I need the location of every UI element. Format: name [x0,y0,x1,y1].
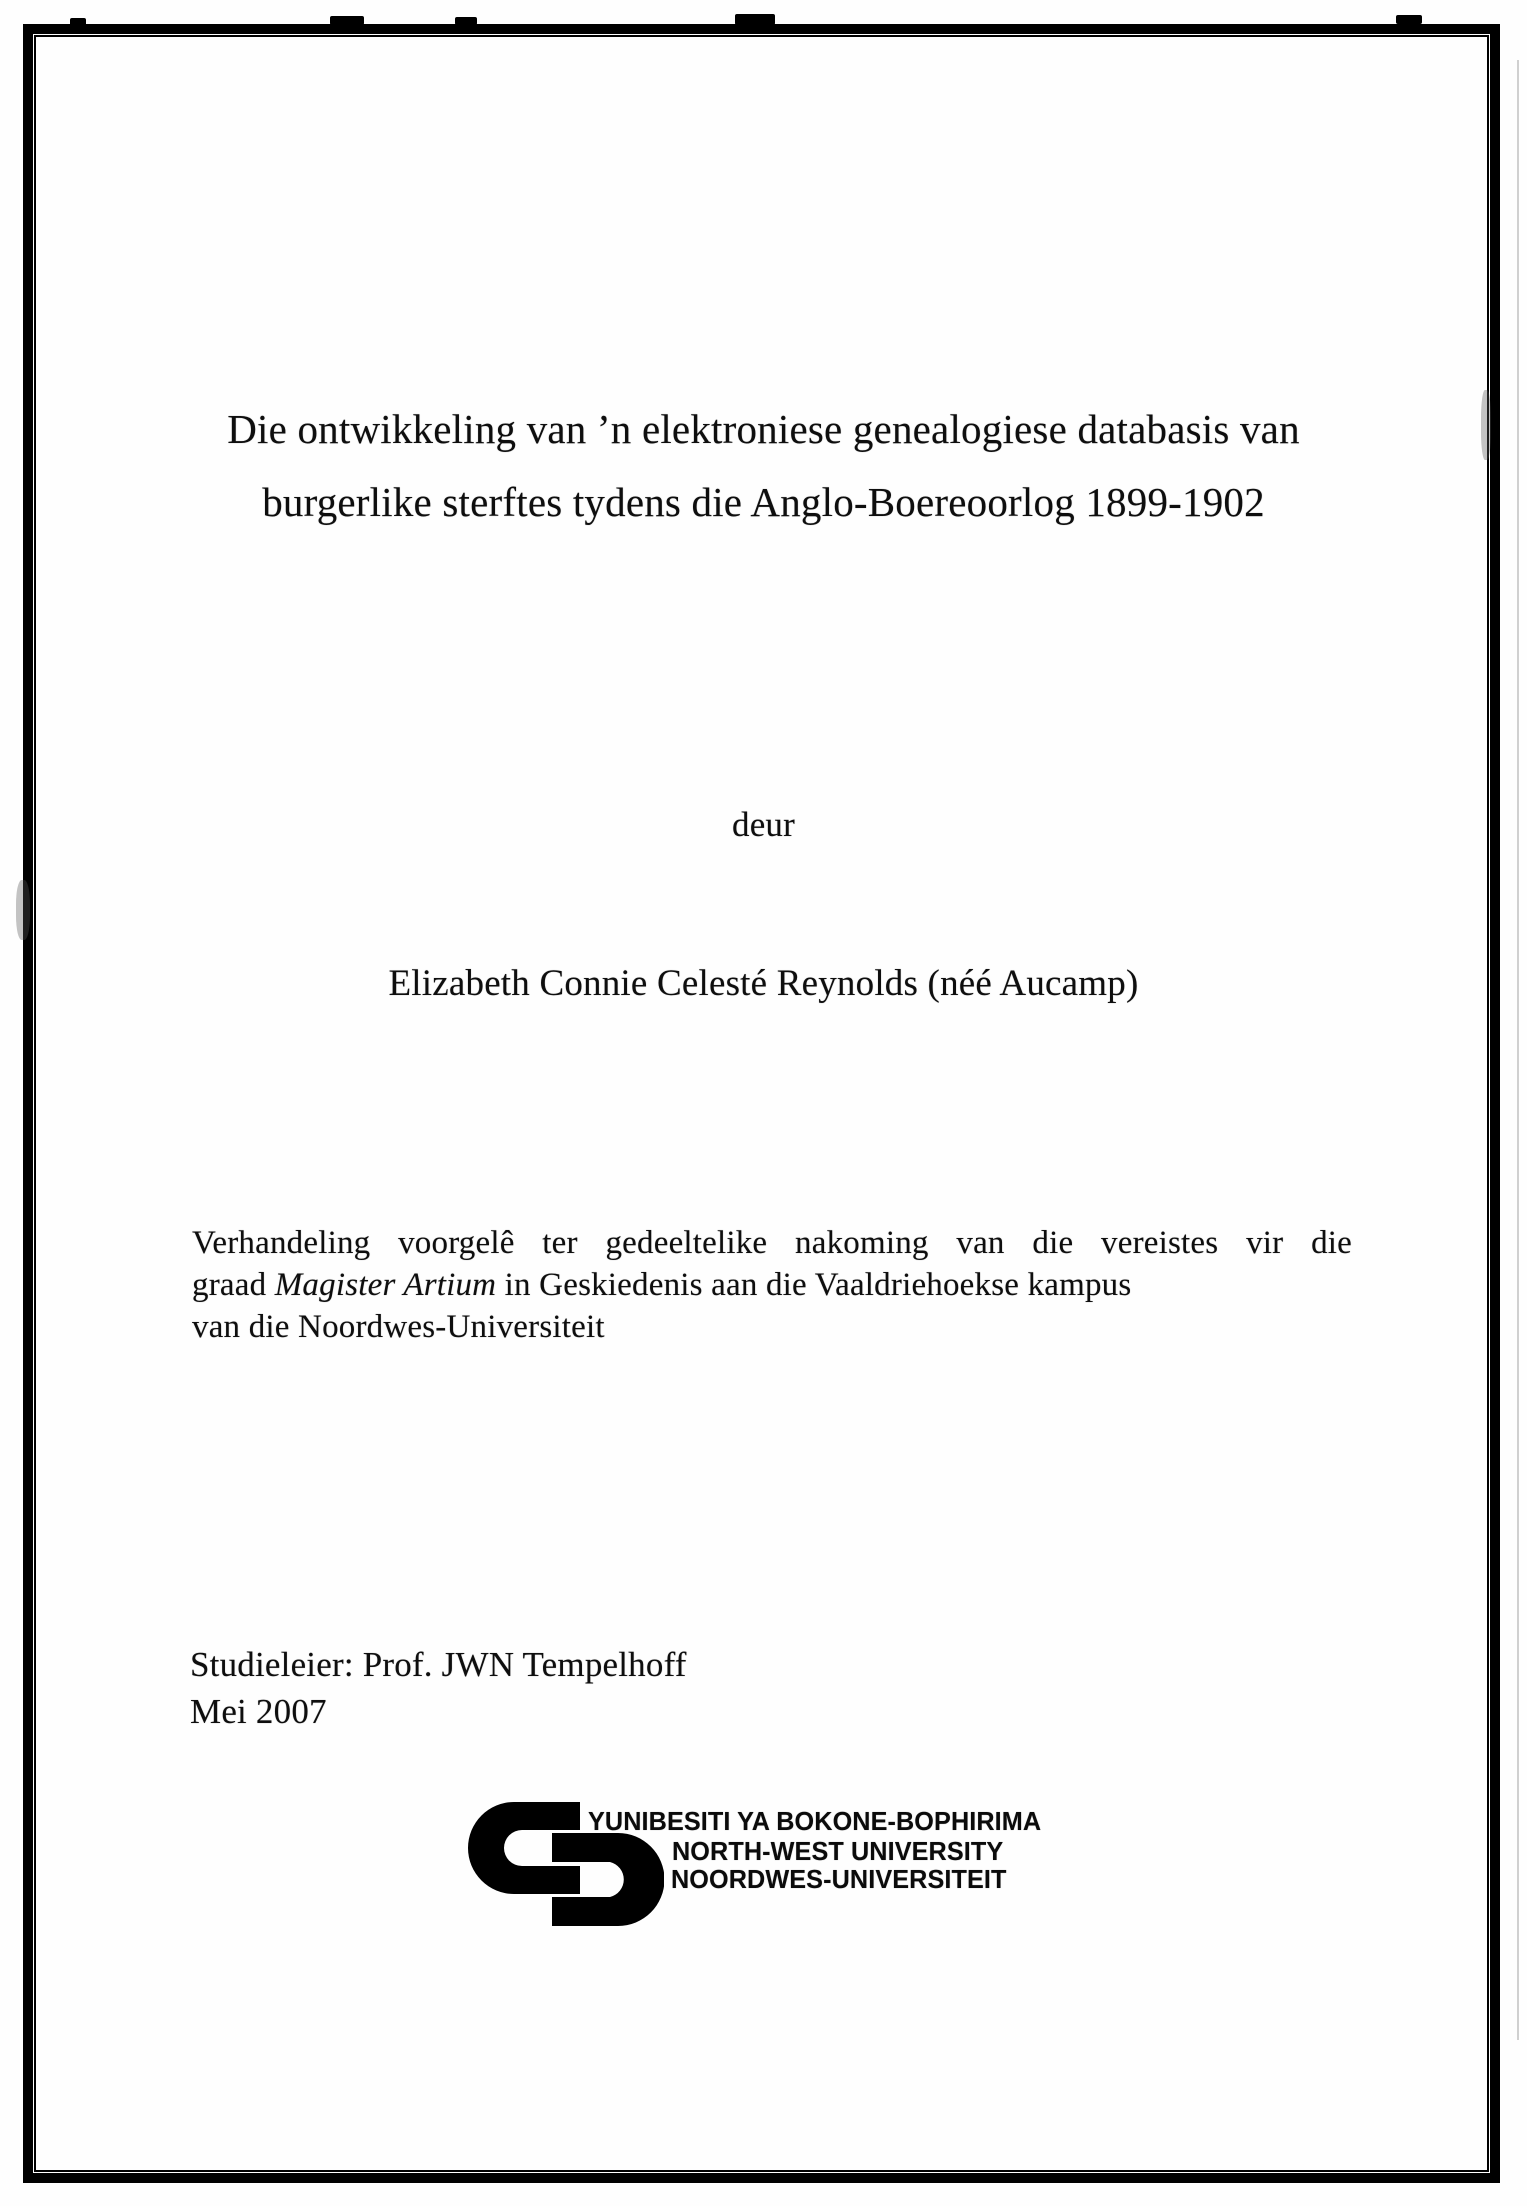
scan-artifact [330,16,364,25]
logo-text-setswana: YUNIBESITI YA BOKONE-BOPHIRIMA [588,1806,1042,1836]
scan-edge-line [1517,60,1519,2040]
author-name: Elizabeth Connie Celesté Reynolds (néé Aucamp) [388,963,1139,1004]
logo-text-afrikaans: NOORDWES-UNIVERSITEIT [671,1864,1007,1894]
logo-text-english: NORTH-WEST UNIVERSITY [672,1836,1004,1866]
university-logo [468,1802,1088,1942]
thesis-statement-line-3: van die Noordwes-Universiteit [192,1309,605,1345]
scan-artifact [735,14,775,25]
supervisor-line: Studieleier: Prof. JWN Tempelhoff [190,1645,687,1684]
scan-smudge [16,880,30,940]
byline-label: deur [732,805,795,844]
thesis-statement [192,1222,1352,1348]
date-line: Mei 2007 [190,1692,327,1731]
scan-artifact [1396,15,1422,24]
thesis-statement-line-2 [192,1264,1352,1306]
degree-name: Magister Artium [274,1267,497,1303]
scan-artifact [455,17,477,25]
thesis-statement-line-2-post: in Geskiedenis aan die Vaaldriehoekse kampus [496,1267,1132,1303]
document-title-line-1: Die ontwikkeling van ’n elektroniese genealogiese databasis van [227,406,1300,452]
scan-artifact [70,18,86,27]
document-title-line-2: burgerlike sterftes tydens die Anglo-Boereoorlog 1899-1902 [262,479,1265,525]
supervisor-block [190,1641,687,1735]
thesis-statement-line-2-pre: graad [192,1267,275,1303]
thesis-statement-line-1: Verhandeling voorgelê ter gedeeltelike nakoming van die vereistes vir die [192,1225,1352,1261]
